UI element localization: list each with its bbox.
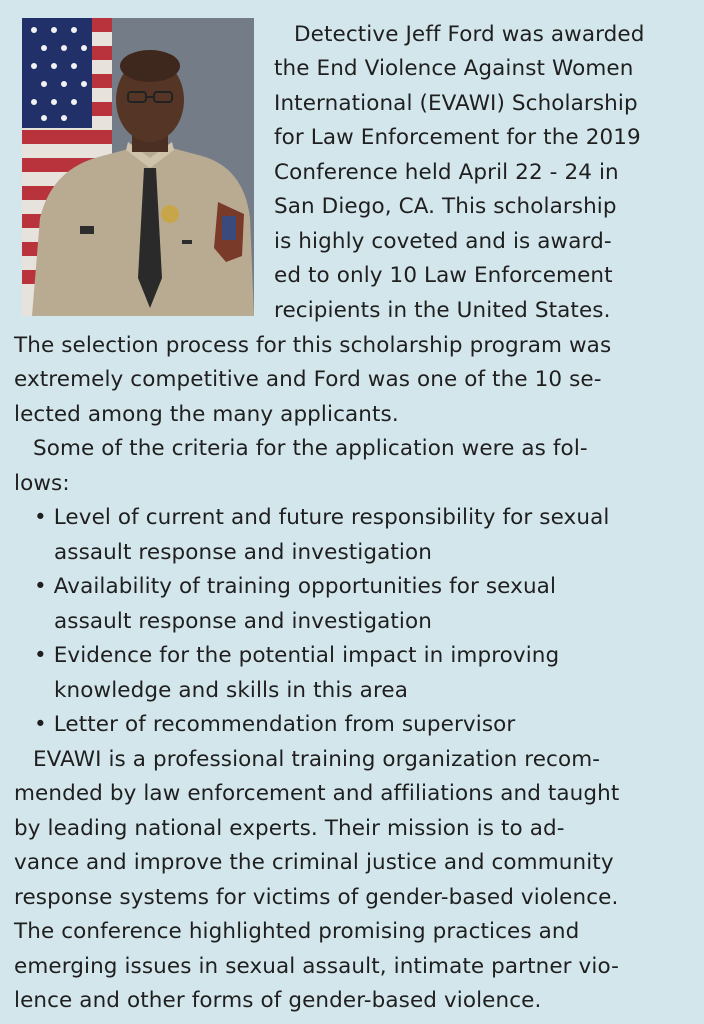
criteria-bullet-continuation: knowledge and skills in this area	[54, 678, 409, 703]
article-text-line: for Law Enforcement for the 2019	[274, 125, 641, 150]
detective-portrait-photo	[22, 18, 254, 316]
article-text-line: International (EVAWI) Scholarship	[274, 91, 638, 116]
article-text-line: EVAWI is a professional training organization recom-	[33, 747, 601, 772]
article-text-line: response systems for victims of gender-based violence.	[14, 885, 619, 910]
criteria-bullet-continuation: assault response and investigation	[54, 540, 432, 565]
article-text-line: Detective Jeff Ford was awarded	[294, 22, 645, 47]
article-text-line: emerging issues in sexual assault, intimate partner vio-	[14, 954, 619, 979]
article-text-line: the End Violence Against Women	[274, 56, 634, 81]
criteria-bullet-item: • Availability of training opportunities for sexual	[34, 574, 557, 599]
article-text-line: mended by law enforcement and affiliations and taught	[14, 781, 620, 806]
criteria-bullet-item: • Evidence for the potential impact in improving	[34, 643, 560, 668]
article-text-line: San Diego, CA. This scholarship	[274, 194, 617, 219]
article-text-line: lence and other forms of gender-based violence.	[14, 988, 542, 1013]
article-text-line: is highly coveted and is award-	[274, 229, 612, 254]
criteria-bullet-item: • Level of current and future responsibility for sexual	[34, 505, 610, 530]
article-text-line: The conference highlighted promising practices and	[14, 919, 580, 944]
article-text-line: extremely competitive and Ford was one of the 10 se-	[14, 367, 602, 392]
criteria-bullet-continuation: assault response and investigation	[54, 609, 432, 634]
article-text-line: ed to only 10 Law Enforcement	[274, 263, 613, 288]
article-text-line: Conference held April 22 - 24 in	[274, 160, 619, 185]
article-text-line: by leading national experts. Their mission is to ad-	[14, 816, 565, 841]
article-text-line: lows:	[14, 471, 70, 496]
article-text-line: vance and improve the criminal justice and community	[14, 850, 614, 875]
article-text-line: lected among the many applicants.	[14, 402, 399, 427]
article-text-line: The selection process for this scholarship program was	[14, 333, 612, 358]
article-text-line: recipients in the United States.	[274, 298, 611, 323]
article-text-line: Some of the criteria for the application were as fol-	[33, 436, 588, 461]
criteria-bullet-item: • Letter of recommendation from supervisor	[34, 712, 516, 737]
